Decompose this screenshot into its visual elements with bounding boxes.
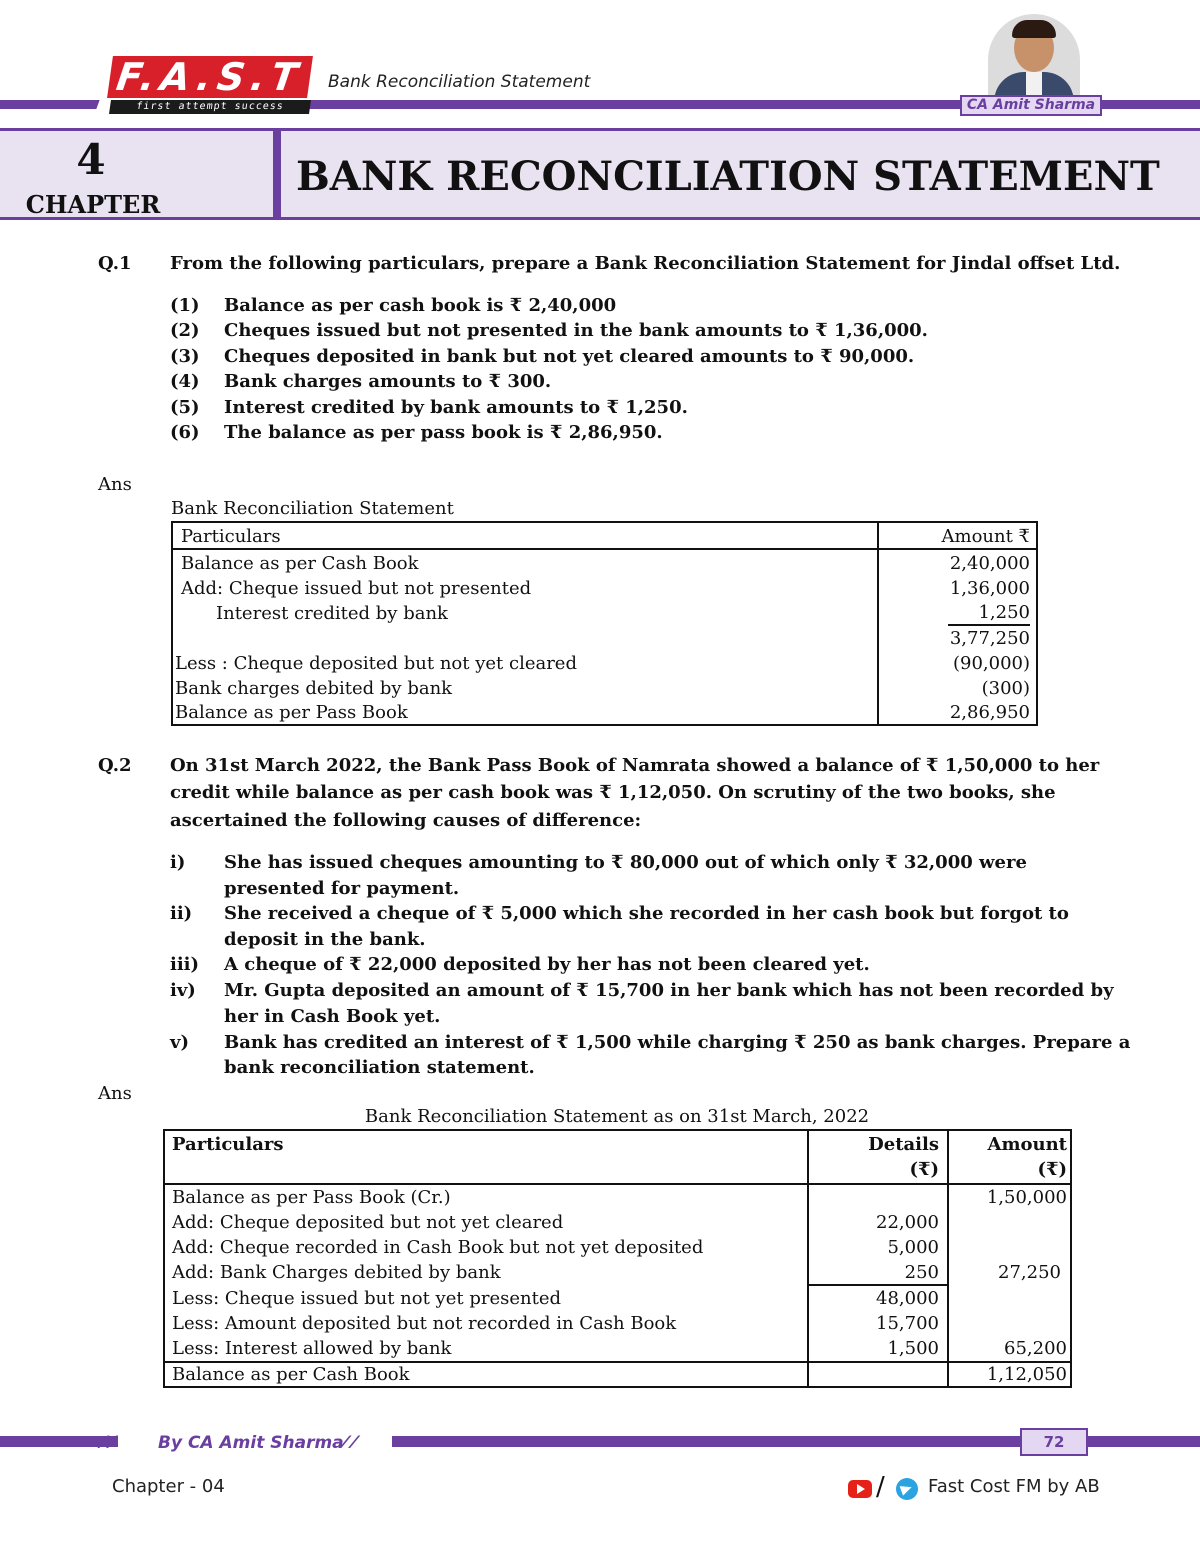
logo-tagline: first attempt success tutorials <box>109 100 311 114</box>
table-cell: Add: Cheque issued but not presented <box>181 578 532 599</box>
author-tag: CA Amit Sharma <box>960 95 1102 116</box>
q2-item-line: her in Cash Book yet. <box>224 1006 441 1027</box>
q2-item-line: She has issued cheques amounting to ₹ 80,000 out of which only ₹ 32,000 were <box>224 852 1027 873</box>
table-cell: Interest credited by bank <box>216 603 448 624</box>
table-cell: 1,250 <box>948 601 1030 626</box>
table-cell: Balance as per Cash Book <box>181 553 419 574</box>
table-cell: 22,000 <box>876 1212 939 1233</box>
table-cell: 3,77,250 <box>949 628 1030 649</box>
table-cell: Less : Cheque deposited but not yet cleared <box>175 653 577 674</box>
q1-header-amount: Amount ₹ <box>941 526 1030 547</box>
q2-item-num: ii) <box>170 903 193 924</box>
q1-header-particulars: Particulars <box>181 526 281 547</box>
q2-header-particulars: Particulars <box>172 1134 284 1155</box>
q2-item-line: She received a cheque of ₹ 5,000 which she recorded in her cash book but forgot to <box>224 903 1069 924</box>
table-cell: Add: Bank Charges debited by bank <box>172 1262 501 1283</box>
chapter-number: 4 <box>76 135 106 184</box>
q1-ans-label: Ans <box>98 474 132 495</box>
page-number: 72 <box>1020 1428 1088 1456</box>
table-cell: Less: Amount deposited but not recorded in Cash Book <box>172 1313 677 1334</box>
table-cell: 15,700 <box>876 1313 939 1334</box>
table-cell: 1,500 <box>887 1338 939 1359</box>
q2-question-line: credit while balance as per cash book was ₹ 1,12,050. On scrutiny of the two books, she <box>170 782 1056 803</box>
table-cell: 1,50,000 <box>986 1187 1067 1208</box>
table-cell: 2,86,950 <box>949 702 1030 723</box>
table-cell: (90,000) <box>952 653 1030 674</box>
table-cell: Bank charges debited by bank <box>175 678 453 699</box>
q2-item-num: v) <box>170 1032 189 1053</box>
telegram-icon[interactable] <box>896 1478 918 1500</box>
q2-label: Q.2 <box>98 755 132 776</box>
table-cell: Add: Cheque recorded in Cash Book but not yet deposited <box>172 1237 704 1258</box>
q1-item-num: (1) <box>170 295 200 316</box>
q2-question-line: ascertained the following causes of difference: <box>170 810 642 831</box>
header-section-title: Bank Reconciliation Statement <box>328 72 591 92</box>
q1-table-title: Bank Reconciliation Statement <box>171 498 454 519</box>
q2-item-num: iv) <box>170 980 196 1001</box>
q2-header-details-unit: (₹) <box>909 1159 939 1180</box>
table-cell: 1,12,050 <box>986 1364 1067 1385</box>
chapter-title: BANK RECONCILIATION STATEMENT <box>296 153 1160 200</box>
q2-item-num: iii) <box>170 954 200 975</box>
q2-header-details: Details <box>868 1134 939 1155</box>
q1-item-num: (2) <box>170 320 200 341</box>
table-cell: 27,250 <box>998 1262 1061 1283</box>
q1-item-text: Bank charges amounts to ₹ 300. <box>224 371 552 392</box>
q1-item-text: Cheques issued but not presented in the bank amounts to ₹ 1,36,000. <box>224 320 928 341</box>
q2-ans-label: Ans <box>98 1083 132 1104</box>
q2-item-line: Mr. Gupta deposited an amount of ₹ 15,700 in her bank which has not been recorded by <box>224 980 1114 1001</box>
slash-separator-icon: / <box>876 1472 885 1502</box>
table-cell: Less: Cheque issued but not yet presented <box>172 1288 561 1309</box>
decor-slash-icon: ⁄ ⁄ <box>102 1433 114 1453</box>
table-cell: 5,000 <box>887 1237 939 1258</box>
chapter-banner <box>0 128 1200 220</box>
q2-item-line: presented for payment. <box>224 878 460 899</box>
q2-question-line: On 31st March 2022, the Bank Pass Book of Namrata showed a balance of ₹ 1,50,000 to her <box>170 755 1100 776</box>
table-cell: 48,000 <box>876 1288 939 1309</box>
q2-table-title: Bank Reconciliation Statement as on 31st March, 2022 <box>364 1106 870 1127</box>
table-cell: 65,200 <box>1004 1338 1067 1359</box>
table-cell: Balance as per Pass Book <box>175 702 408 723</box>
q1-label: Q.1 <box>98 253 132 274</box>
table-cell: Add: Cheque deposited but not yet cleared <box>172 1212 564 1233</box>
q1-item-num: (6) <box>170 422 200 443</box>
footer-source: Fast Cost FM by AB <box>928 1476 1100 1497</box>
author-avatar <box>988 14 1080 100</box>
q1-item-text: Balance as per cash book is ₹ 2,40,000 <box>224 295 617 316</box>
table-cell: (300) <box>981 678 1030 699</box>
chapter-label: CHAPTER <box>25 190 161 219</box>
table-cell: Balance as per Pass Book (Cr.) <box>172 1187 451 1208</box>
q2-header-amount: Amount <box>987 1134 1067 1155</box>
q2-item-line: A cheque of ₹ 22,000 deposited by her has not been cleared yet. <box>224 954 870 975</box>
chapter-divider <box>273 131 281 217</box>
q2-item-line: bank reconciliation statement. <box>224 1057 535 1078</box>
logo-main: F.A.S.T <box>107 56 313 98</box>
q1-item-num: (3) <box>170 346 200 367</box>
table-cell: Less: Interest allowed by bank <box>172 1338 452 1359</box>
q2-item-line: Bank has credited an interest of ₹ 1,500 while charging ₹ 250 as bank charges. Prepare a <box>224 1032 1131 1053</box>
q2-table <box>163 1129 1072 1388</box>
q1-item-num: (5) <box>170 397 200 418</box>
footer-chapter-ref: Chapter - 04 <box>112 1476 225 1497</box>
table-cell: 1,36,000 <box>949 578 1030 599</box>
q2-item-num: i) <box>170 852 186 873</box>
table-cell: 250 <box>904 1262 939 1283</box>
decor-slash-icon: ⁄ ⁄ <box>344 1433 356 1453</box>
q1-item-text: The balance as per pass book is ₹ 2,86,950. <box>224 422 663 443</box>
table-cell: Balance as per Cash Book <box>172 1364 410 1385</box>
q2-header-amount-unit: (₹) <box>1037 1159 1067 1180</box>
q1-table <box>171 521 1038 726</box>
fast-logo <box>110 55 310 126</box>
table-cell: 2,40,000 <box>949 553 1030 574</box>
q1-question: From the following particulars, prepare a Bank Reconciliation Statement for Jindal offset Ltd. <box>170 253 1121 274</box>
youtube-icon[interactable] <box>848 1480 872 1498</box>
footer-byline: By CA Amit Sharma <box>158 1433 344 1453</box>
q2-item-line: deposit in the bank. <box>224 929 426 950</box>
q1-item-text: Cheques deposited in bank but not yet cleared amounts to ₹ 90,000. <box>224 346 915 367</box>
q1-item-num: (4) <box>170 371 200 392</box>
q1-item-text: Interest credited by bank amounts to ₹ 1,250. <box>224 397 688 418</box>
